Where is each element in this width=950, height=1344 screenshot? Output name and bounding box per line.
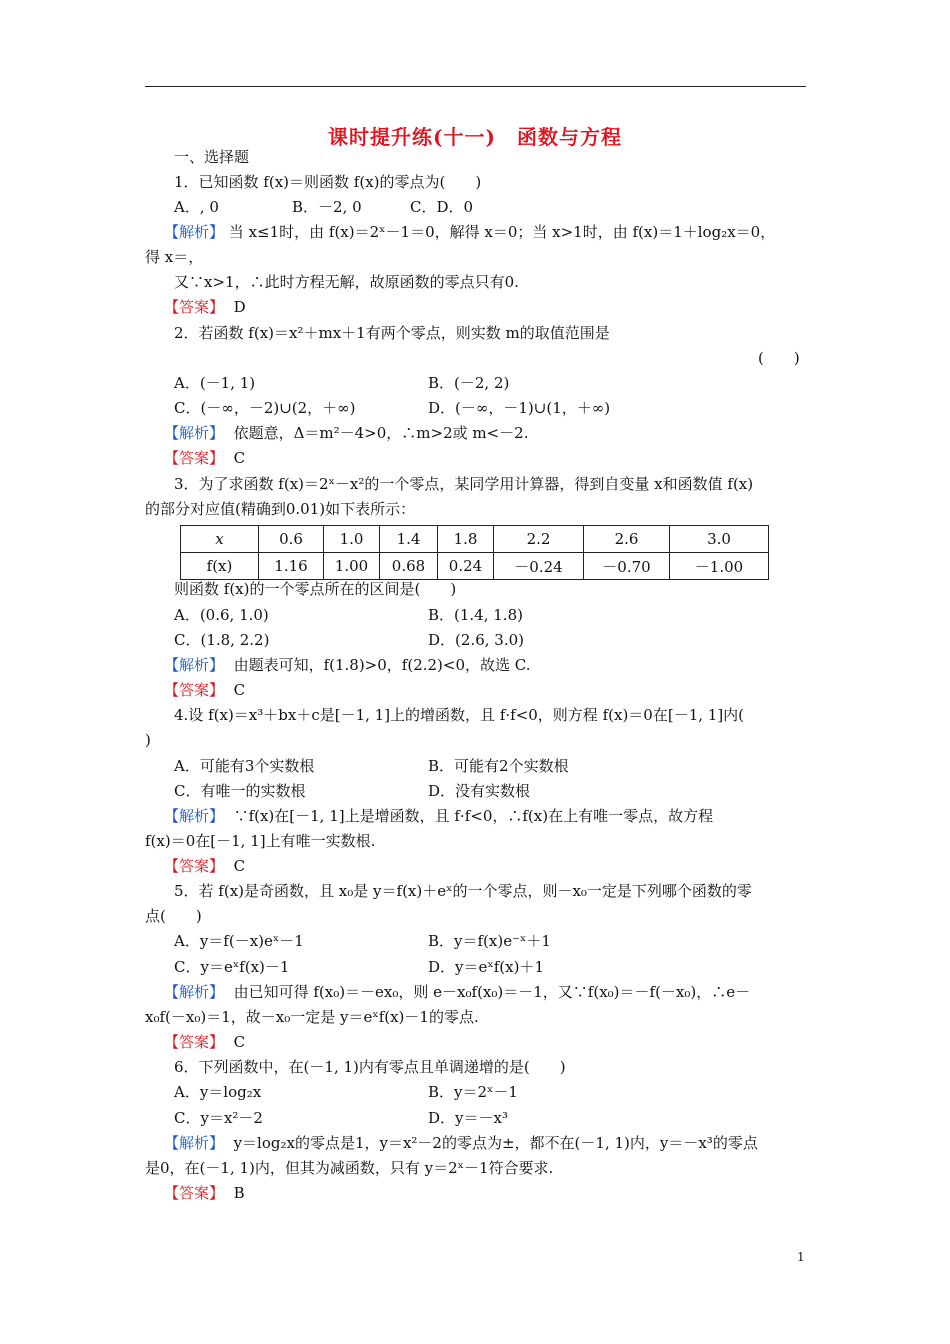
q6-answer-value: B bbox=[233, 1184, 245, 1202]
header-rule bbox=[145, 86, 806, 87]
q2-option-c: C．(－∞，－2)∪(2，＋∞) bbox=[174, 399, 356, 417]
q3-answer-value: C bbox=[233, 681, 246, 699]
q5-answer bbox=[164, 1033, 245, 1051]
analysis-label: 【解析】 bbox=[164, 223, 225, 241]
q1-answer bbox=[164, 298, 246, 316]
q2-option-b: B．(－2, 2) bbox=[428, 374, 510, 392]
table-cell: －0.70 bbox=[584, 553, 670, 580]
q1-option-b: B．－2, 0 bbox=[292, 198, 362, 216]
table-cell: 0.24 bbox=[438, 553, 494, 580]
q5-analysis-line1 bbox=[164, 983, 750, 1001]
answer-label: 【答案】 bbox=[164, 1033, 225, 1051]
table-cell: 1.4 bbox=[380, 526, 438, 553]
q2-stem: 2．若函数 f(x)＝x²＋mx＋1有两个零点，则实数 m的取值范围是 bbox=[174, 324, 610, 342]
table-cell: 1.8 bbox=[438, 526, 494, 553]
q1-analysis-line3: 又∵x>1，∴此时方程无解，故原函数的零点只有0. bbox=[174, 273, 519, 291]
q2-option-a: A．(－1, 1) bbox=[174, 374, 256, 392]
section-heading: 一、选择题 bbox=[174, 148, 250, 166]
q5-answer-value: C bbox=[233, 1033, 246, 1051]
table-cell: 3.0 bbox=[670, 526, 769, 553]
q4-option-a: A．可能有3个实数根 bbox=[174, 757, 315, 775]
answer-label: 【答案】 bbox=[164, 449, 225, 467]
q4-option-b: B．可能有2个实数根 bbox=[428, 757, 569, 775]
answer-label: 【答案】 bbox=[164, 857, 225, 875]
q4-option-d: D．没有实数根 bbox=[428, 782, 531, 800]
table-cell: 1.00 bbox=[324, 553, 380, 580]
q4-answer-value: C bbox=[233, 857, 246, 875]
q1-analysis-line1 bbox=[164, 223, 775, 241]
q4-answer bbox=[164, 857, 245, 875]
q5-option-b: B．y＝f(x)e⁻ˣ＋1 bbox=[428, 932, 551, 950]
analysis-label: 【解析】 bbox=[164, 656, 225, 674]
q5-option-a: A．y＝f(－x)eˣ－1 bbox=[174, 932, 304, 950]
q5-analysis-line2: x₀f(－x₀)＝1，故－x₀一定是 y＝eˣf(x)－1的零点. bbox=[145, 1008, 479, 1026]
q3-answer bbox=[164, 681, 245, 699]
q2-analysis-text: 依题意，Δ＝m²－4>0，∴m>2或 m<－2. bbox=[233, 424, 529, 442]
table-cell: 2.6 bbox=[584, 526, 670, 553]
analysis-label: 【解析】 bbox=[164, 424, 225, 442]
table-row-label: x bbox=[181, 526, 259, 553]
table-cell: 0.6 bbox=[259, 526, 324, 553]
table-cell: 1.0 bbox=[324, 526, 380, 553]
table-cell: 0.68 bbox=[380, 553, 438, 580]
q2-answer-value: C bbox=[233, 449, 246, 467]
table-cell: 2.2 bbox=[494, 526, 584, 553]
q6-answer bbox=[164, 1184, 245, 1202]
analysis-label: 【解析】 bbox=[164, 807, 225, 825]
q3-option-d: D．(2.6, 3.0) bbox=[428, 631, 524, 649]
q5-option-c: C．y＝eˣf(x)－1 bbox=[174, 958, 290, 976]
q5-stem-line2: 点( ) bbox=[145, 907, 202, 925]
q1-analysis-text-1: 当 x≤1时，由 f(x)＝2ˣ－1＝0，解得 x＝0；当 x>1时，由 f(x)＝1＋log₂x＝0， bbox=[228, 223, 776, 241]
page-title: 课时提升练(十一) 函数与方程 bbox=[328, 125, 622, 149]
q6-option-b: B．y＝2ˣ－1 bbox=[428, 1083, 518, 1101]
answer-label: 【答案】 bbox=[164, 298, 225, 316]
q5-option-d: D．y＝eˣf(x)＋1 bbox=[428, 958, 544, 976]
q3-option-a: A．(0.6, 1.0) bbox=[174, 606, 269, 624]
q4-analysis-line1 bbox=[164, 807, 713, 825]
q4-analysis-text-1: ∵f(x)在[－1, 1]上是增函数，且 f·f<0，∴f(x)在上有唯一零点，故方程 bbox=[233, 807, 714, 825]
q6-analysis-line1 bbox=[164, 1134, 758, 1152]
q1-answer-value: D bbox=[233, 298, 246, 316]
q4-stem-line2: ) bbox=[145, 731, 151, 749]
table-row-x bbox=[181, 526, 769, 553]
q5-stem-line1: 5．若 f(x)是奇函数，且 x₀是 y＝f(x)＋eˣ的一个零点，则－x₀一定是下列哪个函数的零 bbox=[174, 882, 752, 900]
table-cell: －0.24 bbox=[494, 553, 584, 580]
q6-analysis-line2: 是0，在(－1, 1)内，但其为减函数，只有 y＝2ˣ－1符合要求. bbox=[145, 1159, 554, 1177]
q3-stem-line2: 的部分对应值(精确到0.01)如下表所示： bbox=[145, 500, 416, 518]
q3-stem-line3: 则函数 f(x)的一个零点所在的区间是( ) bbox=[174, 580, 457, 598]
q3-stem-line1: 3．为了求函数 f(x)＝2ˣ－x²的一个零点，某同学用计算器，得到自变量 x和函数值 f(x) bbox=[174, 475, 754, 493]
value-table bbox=[180, 525, 769, 580]
q4-option-c: C．有唯一的实数根 bbox=[174, 782, 306, 800]
q2-analysis bbox=[164, 424, 529, 442]
q6-option-a: A．y＝log₂x bbox=[174, 1083, 262, 1101]
q3-option-b: B．(1.4, 1.8) bbox=[428, 606, 523, 624]
answer-label: 【答案】 bbox=[164, 1184, 225, 1202]
q3-analysis bbox=[164, 656, 531, 674]
table-cell: －1.00 bbox=[670, 553, 769, 580]
q6-option-d: D．y＝－x³ bbox=[428, 1109, 508, 1127]
q3-analysis-text: 由题表可知，f(1.8)>0，f(2.2)<0，故选 C. bbox=[233, 656, 531, 674]
q2-option-d: D．(－∞，－1)∪(1，＋∞) bbox=[428, 399, 611, 417]
q5-analysis-text-1: 由已知可得 f(x₀)＝－ex₀，则 e－x₀f(x₀)＝－1，又∵f(x₀)＝－f(－x₀)，∴e－ bbox=[233, 983, 751, 1001]
q4-analysis-line2: f(x)＝0在[－1, 1]上有唯一实数根. bbox=[145, 832, 376, 850]
q6-stem: 6．下列函数中，在(－1, 1)内有零点且单调递增的是( ) bbox=[174, 1058, 566, 1076]
analysis-label: 【解析】 bbox=[164, 1134, 225, 1152]
table-cell: 1.16 bbox=[259, 553, 324, 580]
page-number: 1 bbox=[797, 1250, 805, 1264]
analysis-label: 【解析】 bbox=[164, 983, 225, 1001]
table-row-label: f(x) bbox=[181, 553, 259, 580]
q6-analysis-text-1: y＝log₂x的零点是1，y＝x²－2的零点为±，都不在(－1, 1)内，y＝－x³的零点 bbox=[233, 1134, 758, 1152]
q3-option-c: C．(1.8, 2.2) bbox=[174, 631, 270, 649]
q4-stem-line1: 4.设 f(x)＝x³＋bx＋c是[－1, 1]上的增函数，且 f·f<0，则方程 f(x)＝0在[－1, 1]内( bbox=[174, 706, 745, 724]
answer-label: 【答案】 bbox=[164, 681, 225, 699]
q2-answer bbox=[164, 449, 245, 467]
q1-stem: 1．已知函数 f(x)＝则函数 f(x)的零点为( ) bbox=[174, 173, 482, 191]
q1-option-a: A．, 0 bbox=[174, 198, 219, 216]
table-row-f bbox=[181, 553, 769, 580]
q1-analysis-line2: 得 x＝， bbox=[145, 248, 204, 266]
q1-option-c: C．D．0 bbox=[410, 198, 474, 216]
q2-answer-paren: ( ) bbox=[758, 349, 800, 367]
q6-option-c: C．y＝x²－2 bbox=[174, 1109, 263, 1127]
